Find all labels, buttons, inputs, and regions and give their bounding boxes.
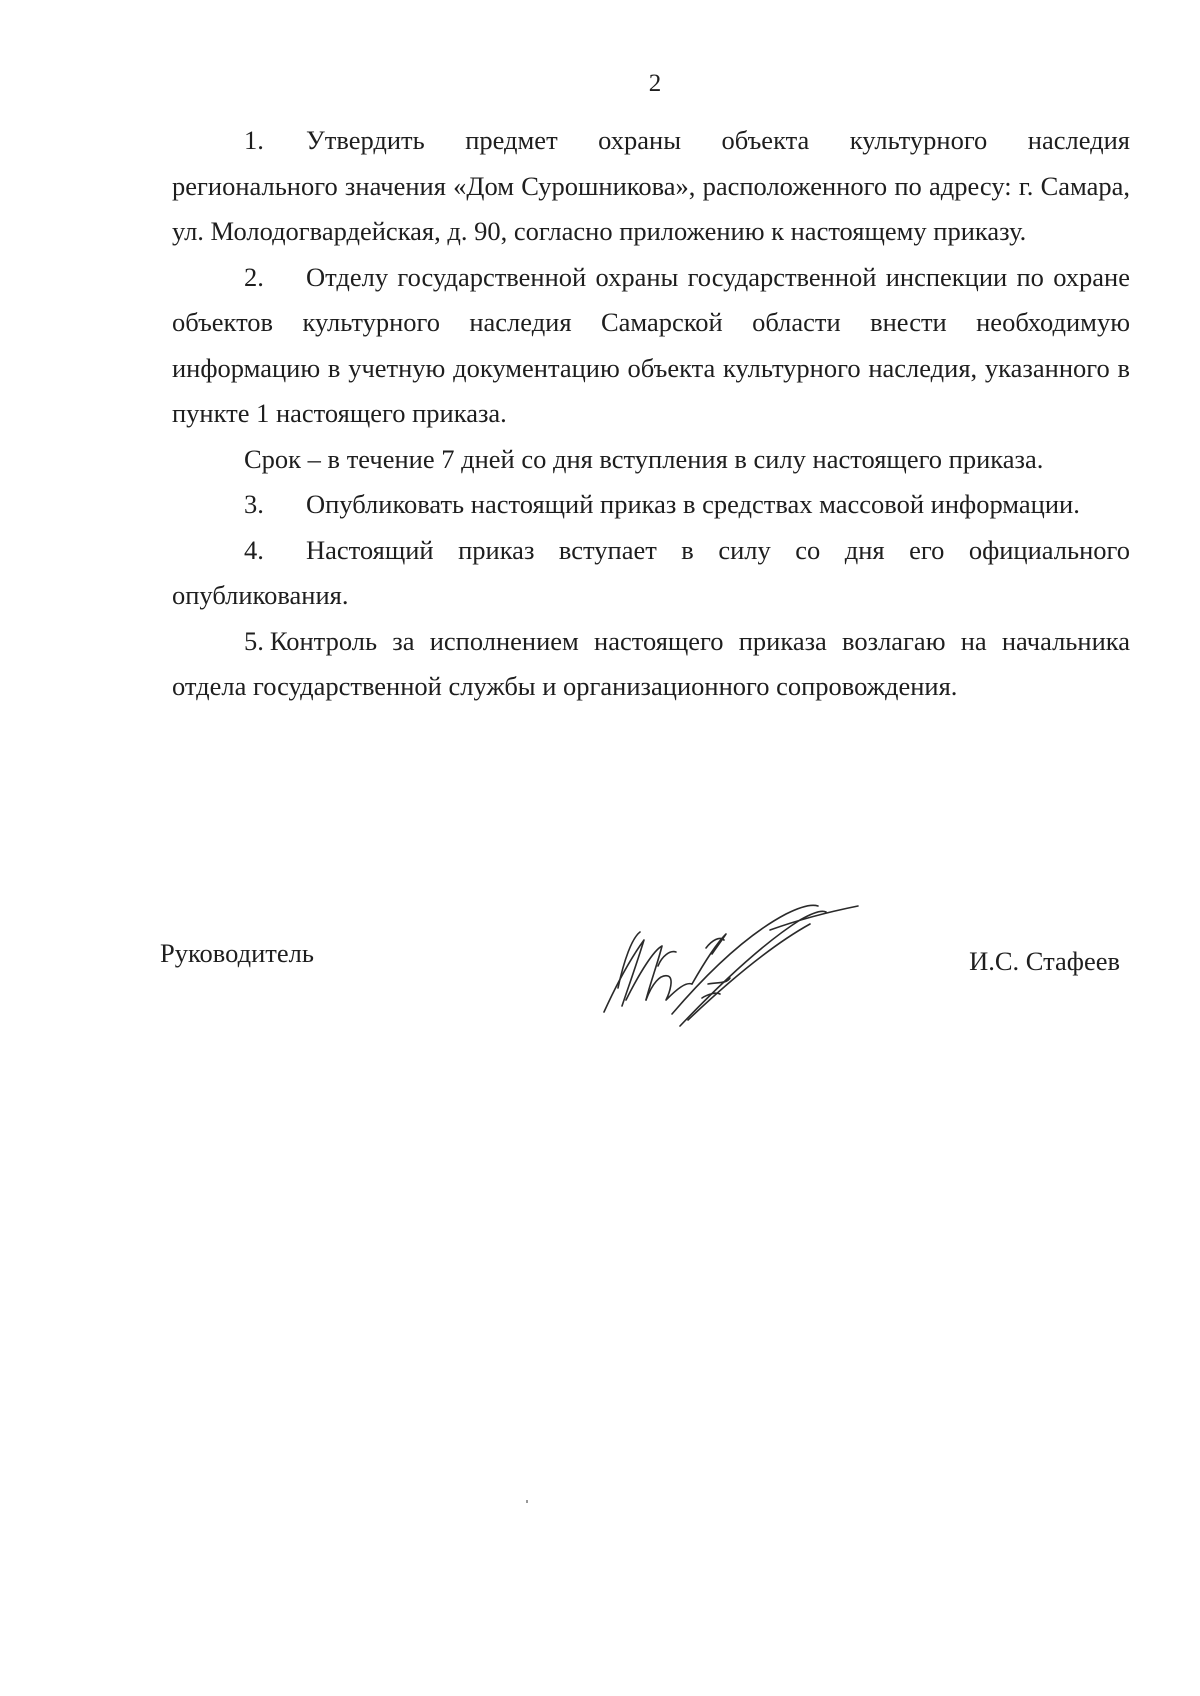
paragraph-3 <box>172 482 1130 528</box>
signatory-title: Руководитель <box>160 938 314 968</box>
paragraph-text: Срок – в течение 7 дней со дня вступления в силу настоящего приказа. <box>244 443 1044 474</box>
paragraph-text: Отделу государственной охраны государственной инспекции по охране объектов культурного наследия Самарской области внести необходимую информацию в учетную документацию объекта культурного наследия, указанного в пункте 1 настоящего приказа. <box>172 261 1130 428</box>
paragraph-number: 4. <box>244 534 264 565</box>
deadline-paragraph <box>172 437 1130 483</box>
paragraph-text: Контроль за исполнением настоящего приказа возлагаю на начальника отдела государственной службы и организационного сопровождения. <box>172 625 1130 701</box>
signatory-name: И.С. Стафеев <box>969 946 1120 976</box>
paragraph-text: Настоящий приказ вступает в силу со дня его официального опубликования. <box>172 534 1130 610</box>
order-body <box>172 118 1130 710</box>
scan-artifact <box>526 1500 528 1503</box>
page-number: 2 <box>648 70 662 97</box>
paragraph-4 <box>172 528 1130 619</box>
paragraph-number: 3. <box>244 489 264 519</box>
paragraph-text: Утвердить предмет охраны объекта культурного наследия регионального значения «Дом Сурошникова», расположенного по адресу: г. Самара, ул. Молодогвардейская, д. 90, согласно приложению к настоящему приказу. <box>172 125 1130 246</box>
paragraph-1 <box>172 118 1130 255</box>
paragraph-5 <box>172 619 1130 710</box>
paragraph-number: 1. <box>244 125 264 155</box>
paragraph-2 <box>172 255 1130 437</box>
paragraph-number: 5. <box>244 625 264 656</box>
paragraph-text: Опубликовать настоящий приказ в средствах массовой информации. <box>306 489 1080 519</box>
handwritten-signature <box>588 880 878 1030</box>
paragraph-number: 2. <box>244 261 264 292</box>
